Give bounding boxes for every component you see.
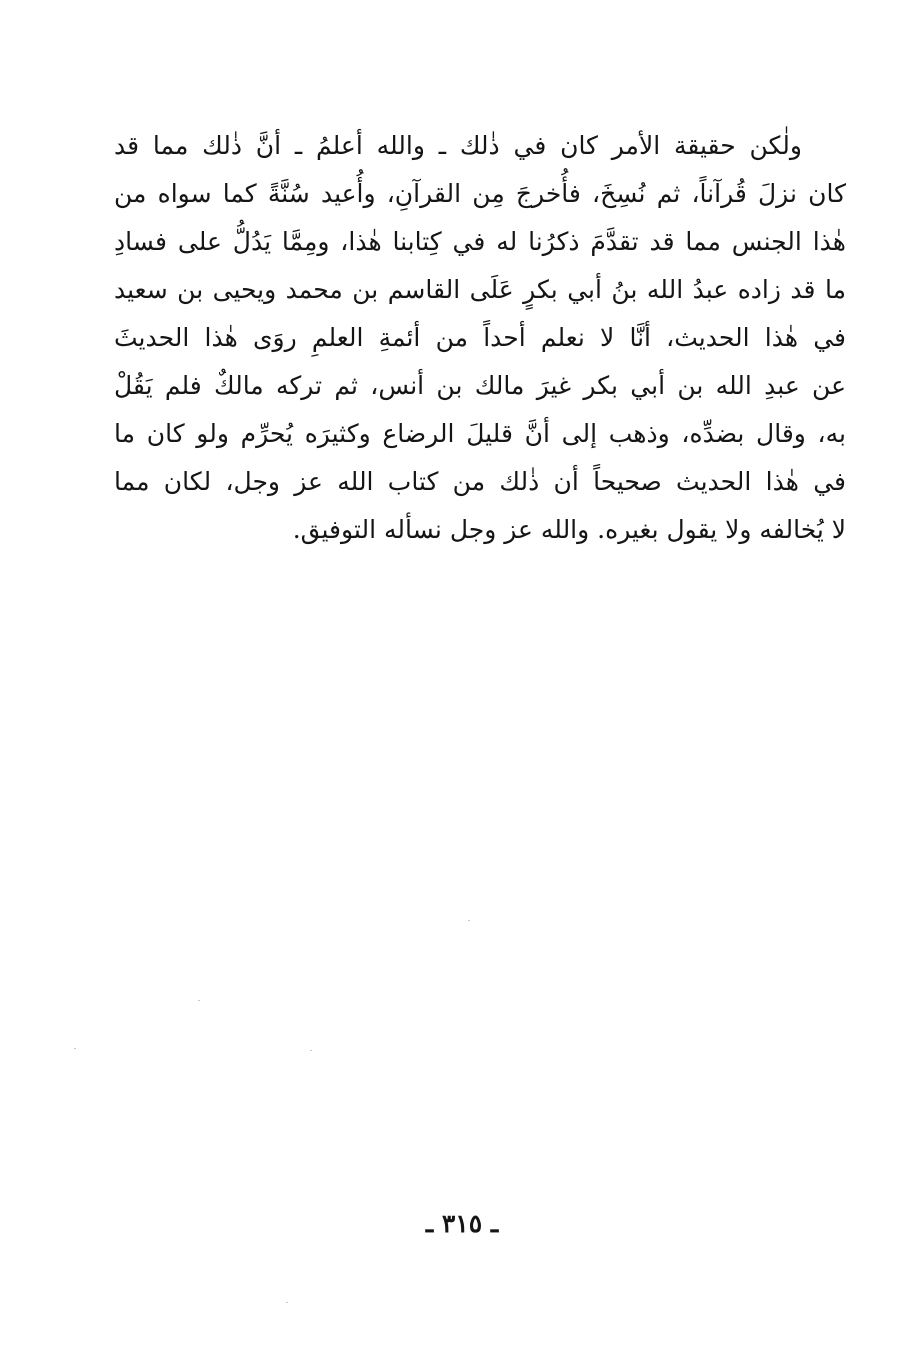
scan-speck: [286, 1302, 288, 1303]
scan-speck: [198, 1000, 200, 1001]
text-line: ولٰكن حقيقة الأمر كان في ذٰلك ـ والله أعلمُ ـ أنَّ ذٰلك مما قد: [114, 131, 802, 160]
text-line: في هٰذا الحديث، أنَّا لا نعلم أحداً من أئمةِ العلمِ روَى هٰذا الحديثَ: [114, 323, 846, 352]
text-line: في هٰذا الحديث صحيحاً أن ذٰلك من كتاب الله عز وجل، لكان مما: [114, 467, 846, 496]
page-number: ـ ٣١٥ ـ: [425, 1209, 499, 1238]
body-text: [114, 122, 846, 554]
text-line: كان نزلَ قُرآناً، ثم نُسِخَ، فأُخرجَ مِن القرآنِ، وأُعيد سُنَّةً كما سواه من: [114, 179, 846, 208]
scan-speck: [468, 920, 470, 921]
text-line: ما قد زاده عبدُ الله بنُ أبي بكرٍ عَلَى القاسم بن محمد ويحيى بن سعيد: [114, 275, 846, 304]
text-line: لا يُخالفه ولا يقول بغيره. والله عز وجل نسأله التوفيق.: [292, 515, 846, 544]
text-line: به، وقال بضدِّه، وذهب إلى أنَّ قليلَ الرضاع وكثيرَه يُحرِّم ولو كان ما: [114, 419, 846, 448]
text-line: هٰذا الجنس مما قد تقدَّمَ ذكرُنا له في كِتابنا هٰذا، ومِمَّا يَدُلُّ على فسادِ: [114, 227, 846, 256]
scan-speck: [310, 1050, 312, 1051]
scan-speck: [74, 1048, 76, 1049]
text-line: عن عبدِ الله بن أبي بكر غيرَ مالك بن أنس، ثم تركه مالكٌ فلم يَقُلْ: [114, 371, 846, 400]
